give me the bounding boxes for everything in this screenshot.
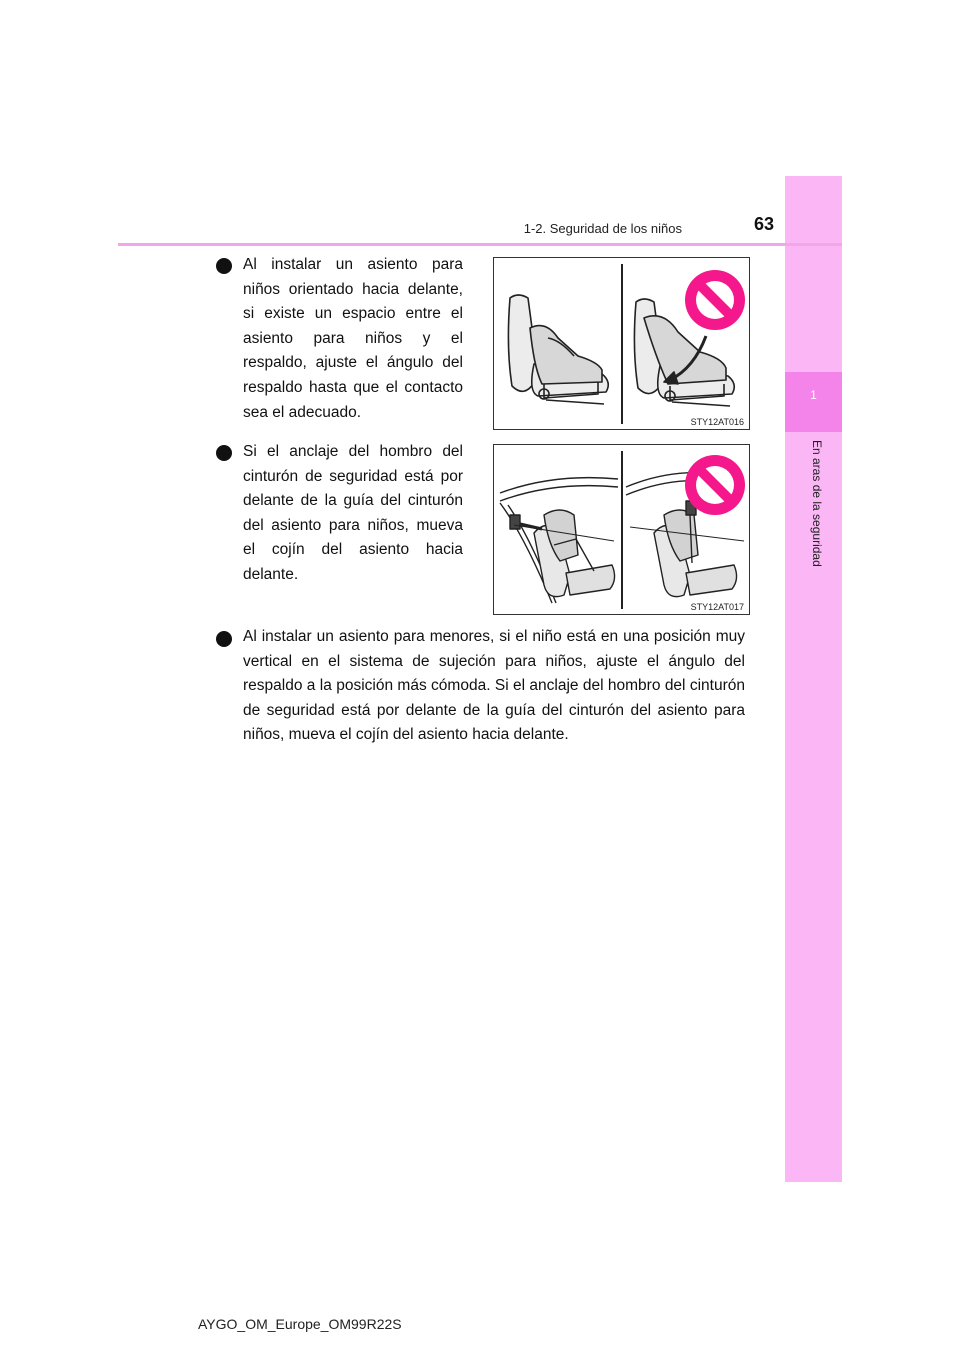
seat-correct-drawing [508, 295, 608, 404]
chapter-number: 1 [810, 388, 817, 402]
chapter-side-strip [785, 176, 842, 1182]
instruction-text-3: Al instalar un asiento para menores, si el niño está en una posición muy vertical en el sistema de sujeción para niños, ajuste el ángulo del respaldo a la posición más cómoda. Si el anclaje del hombro del cinturón de seguridad está por delante de la guía del cinturón del asiento para niños, mueva el cojín del asiento hacia delante. [243, 628, 745, 744]
figure-seat-angle [493, 257, 750, 430]
document-code: AYGO_OM_Europe_OM99R22S [198, 1316, 402, 1332]
prohibition-icon [685, 455, 745, 515]
chapter-title: En aras de la seguridad [810, 440, 824, 567]
seat-angle-illustration [494, 258, 749, 429]
header-divider [118, 243, 842, 246]
instruction-text-1: Al instalar un asiento para niños orientado hacia delante, si existe un espacio entre el asiento para niños y el respaldo, ajuste el ángulo del respaldo hasta que el contacto sea el adecuado. [243, 256, 463, 421]
bullet-icon [216, 258, 232, 274]
figure-seatbelt-position [493, 444, 750, 615]
chapter-active-tab [785, 372, 842, 432]
prohibition-icon [685, 270, 745, 330]
seatbelt-illustration [494, 445, 749, 614]
section-title: 1-2. Seguridad de los niños [523, 221, 682, 236]
bullet-icon [216, 631, 232, 647]
page-number: 63 [753, 214, 774, 234]
figure-code: STY12AT017 [690, 602, 744, 612]
figure-code: STY12AT016 [690, 417, 744, 427]
seatbelt-correct-drawing [500, 478, 618, 603]
bullet-icon [216, 445, 232, 461]
instruction-text-2: Si el anclaje del hombro del cinturón de seguridad está por delante de la guía del cinturón del asiento para niños, mueva el cojín del asiento hacia delante. [243, 443, 463, 583]
